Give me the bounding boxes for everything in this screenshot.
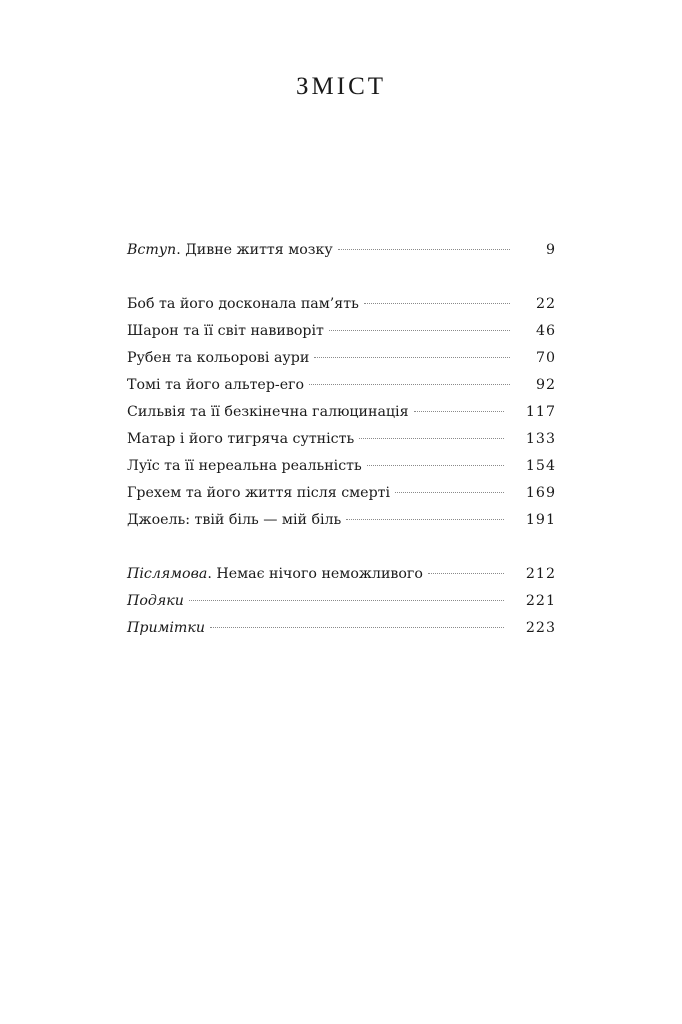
toc-chapters-group (127, 291, 556, 534)
toc-page-number: 212 (525, 566, 556, 582)
dot-leader (346, 519, 504, 520)
toc-entry-chapter[interactable] (127, 318, 556, 345)
toc-page-number: 221 (525, 593, 556, 609)
toc-page-number: 22 (535, 296, 556, 312)
toc-page-number: 70 (535, 350, 556, 366)
toc-entry-afterword[interactable] (127, 561, 556, 588)
table-of-contents (127, 237, 556, 642)
toc-page-number: 133 (525, 431, 556, 447)
toc-page-number: 154 (525, 458, 556, 474)
toc-page-number: 223 (525, 620, 556, 636)
toc-entry-title-italic: Вступ (127, 242, 177, 258)
toc-entry-chapter[interactable] (127, 453, 556, 480)
toc-entry-title (127, 588, 184, 615)
dot-leader (210, 627, 504, 628)
toc-entry-title: Томі та його альтер-его (127, 377, 305, 393)
toc-entry-title: Шарон та її світ навиворіт (127, 323, 324, 339)
toc-entry-acknowledgements[interactable] (127, 588, 556, 615)
toc-entry-title-italic: Примітки (127, 620, 205, 636)
toc-entry-title: Луїс та її нереальна реальність (127, 458, 362, 474)
dot-leader (395, 492, 504, 493)
toc-page-number: 46 (535, 323, 556, 339)
toc-entry-title-text: . Немає нічого неможливого (207, 566, 423, 582)
toc-page-number: 92 (535, 377, 556, 393)
toc-entry-title (127, 615, 205, 642)
dot-leader (309, 384, 510, 385)
toc-entry-chapter[interactable] (127, 480, 556, 507)
dot-leader (329, 330, 510, 331)
toc-entry-notes[interactable] (127, 615, 556, 642)
dot-leader (367, 465, 504, 466)
toc-entry-chapter[interactable] (127, 345, 556, 372)
dot-leader (338, 249, 510, 250)
toc-entry-title: Рубен та кольорові аури (127, 350, 310, 366)
toc-entry-chapter[interactable] (127, 291, 556, 318)
toc-entry-title: Матар і його тигряча сутність (127, 431, 355, 447)
toc-entry-title: Боб та його досконала пам’ять (127, 296, 359, 312)
dot-leader (414, 411, 504, 412)
toc-entry-title-italic: Післямова (127, 566, 208, 582)
toc-entry-title: Сильвія та її безкінечна галюцинація (127, 404, 409, 420)
toc-entry-title-italic: Подяки (127, 593, 184, 609)
toc-backmatter-group (127, 561, 556, 642)
dot-leader (189, 600, 504, 601)
toc-entry-title (127, 561, 423, 588)
dot-leader (364, 303, 510, 304)
dot-leader (314, 357, 510, 358)
toc-page-number: 9 (545, 242, 556, 258)
toc-intro-group (127, 237, 556, 264)
toc-page-number: 117 (525, 404, 556, 420)
toc-entry-chapter[interactable] (127, 372, 556, 399)
dot-leader (428, 573, 504, 574)
toc-entry-title: Джоель: твій біль — мій біль (127, 512, 342, 528)
dot-leader (359, 438, 504, 439)
toc-page-number: 169 (525, 485, 556, 501)
toc-entry-intro[interactable] (127, 237, 556, 264)
toc-entry-chapter[interactable] (127, 507, 556, 534)
toc-entry-chapter[interactable] (127, 426, 556, 453)
toc-entry-title: Грехем та його життя після смерті (127, 485, 391, 501)
toc-entry-chapter[interactable] (127, 399, 556, 426)
page-title: ЗМІСТ (295, 73, 387, 100)
toc-page-number: 191 (525, 512, 556, 528)
toc-entry-title (127, 237, 333, 264)
toc-entry-title-text: . Дивне життя мозку (176, 242, 333, 258)
